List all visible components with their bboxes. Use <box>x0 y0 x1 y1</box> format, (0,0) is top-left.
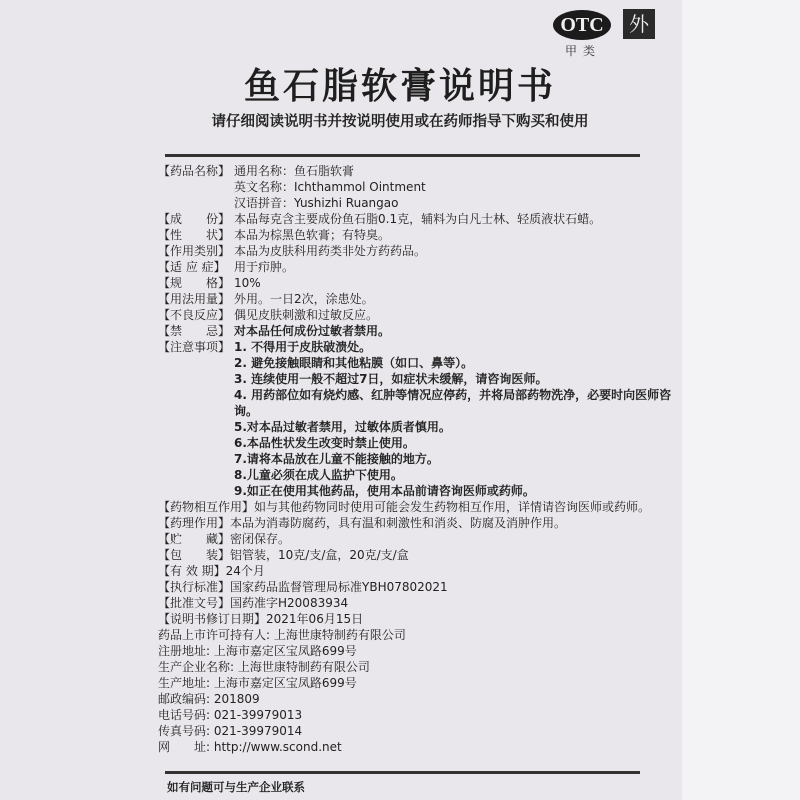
section-label: 【执行标准】 <box>158 580 231 594</box>
section-label <box>158 195 234 211</box>
section-row <box>158 515 678 531</box>
precaution-item: 5.对本品过敏者禁用，过敏体质者慎用。 <box>234 420 451 434</box>
section-label: 【药理作用】 <box>158 516 231 530</box>
section-row <box>158 323 678 339</box>
section-value: 本品为消毒防腐药，具有温和刺激性和消炎、防腐及消肿作用。 <box>230 516 567 530</box>
section-row <box>158 243 678 259</box>
section-row <box>158 211 678 227</box>
precaution-item: 3. 连续使用一般不超过7日，如症状未缓解，请咨询医师。 <box>234 372 548 386</box>
section-label: 【有 效 期】 <box>158 564 226 578</box>
section-row <box>158 259 678 275</box>
otc-badge: OTC <box>553 10 611 40</box>
section-value: 铝管装，10克/支/盒，20克/支/盒 <box>230 548 409 562</box>
company-info-line: 邮政编码: 201809 <box>158 692 260 706</box>
otc-class-label: 甲类 <box>565 44 602 58</box>
section-value: 本品为棕黑色软膏；有特臭。 <box>234 228 391 242</box>
leaflet-body <box>158 163 678 755</box>
section-value: 密闭保存。 <box>230 532 291 546</box>
company-info-line: 药品上市许可持有人: 上海世康特制药有限公司 <box>158 628 406 642</box>
section-row <box>158 179 678 195</box>
section-label: 【批准文号】 <box>158 596 231 610</box>
company-info-line: 生产企业名称: 上海世康特制药有限公司 <box>158 660 370 674</box>
top-divider <box>165 154 640 157</box>
section-label: 【药物相互作用】 <box>158 500 255 514</box>
external-use-badge: 外 <box>623 9 655 39</box>
section-value: 10% <box>234 276 261 290</box>
section-value: 24个月 <box>225 564 265 578</box>
section-row <box>158 499 678 515</box>
section-label: 【作用类别】 <box>158 244 231 258</box>
section-row <box>158 611 678 627</box>
section-label: 【适 应 症】 <box>158 260 226 274</box>
section-value: 对本品任何成份过敏者禁用。 <box>234 324 391 338</box>
section-row <box>158 195 678 211</box>
company-info-line: 电话号码: 021-39979013 <box>158 708 303 722</box>
precaution-item: 7.请将本品放在儿童不能接触的地方。 <box>234 452 439 466</box>
section-value: 偶见皮肤刺激和过敏反应。 <box>234 308 379 322</box>
section-row <box>158 291 678 307</box>
section-row <box>158 275 678 291</box>
precaution-item: 6.本品性状发生改变时禁止使用。 <box>234 436 415 450</box>
section-label: 【用法用量】 <box>158 292 231 306</box>
section-row <box>158 595 678 611</box>
section-row <box>158 547 678 563</box>
section-value: 如与其他药物同时使用可能会发生药物相互作用，详情请咨询医师或药师。 <box>254 500 651 514</box>
document-subtitle: 请仔细阅读说明书并按说明使用或在药师指导下购买和使用 <box>211 114 589 130</box>
document-title: 鱼石脂软膏说明书 <box>243 66 556 107</box>
section-row <box>158 307 678 323</box>
section-value: 2021年06月15日 <box>266 612 364 626</box>
section-value: 通用名称：鱼石脂软膏 <box>234 164 355 178</box>
company-info-line: 传真号码: 021-39979014 <box>158 724 303 738</box>
section-label: 【包 装】 <box>158 548 231 562</box>
footer-note: 如有问题可与生产企业联系 <box>167 780 305 794</box>
section-label: 【规 格】 <box>158 276 231 290</box>
section-value: 国家药品监督管理局标准YBH07802021 <box>230 580 448 594</box>
precaution-item: 2. 避免接触眼睛和其他粘膜（如口、鼻等）。 <box>234 356 474 370</box>
section-label: 【性 状】 <box>158 228 231 242</box>
section-label: 【禁 忌】 <box>158 324 231 338</box>
company-info-line: 生产地址: 上海市嘉定区宝凤路699号 <box>158 676 357 690</box>
section-label: 【说明书修订日期】 <box>158 612 267 626</box>
precaution-item: 4. 用药部位如有烧灼感、红肿等情况应停药，并将局部药物洗净，必要时向医师咨询。 <box>234 388 672 418</box>
section-row <box>158 563 678 579</box>
precaution-item: 1. 不得用于皮肤破溃处。 <box>234 340 372 354</box>
section-value: 汉语拼音：Yushizhi Ruangao <box>234 196 399 210</box>
section-label: 【不良反应】 <box>158 308 231 322</box>
section-value: 本品为皮肤科用药类非处方药药品。 <box>234 244 427 258</box>
section-value: 英文名称：Ichthammol Ointment <box>234 180 426 194</box>
section-row <box>158 579 678 595</box>
section-label: 【药品名称】 <box>158 164 231 178</box>
precaution-item: 9.如正在使用其他药品，使用本品前请咨询医师或药师。 <box>234 484 535 498</box>
section-row <box>158 163 678 179</box>
section-value: 本品每克含主要成份鱼石脂0.1克，辅料为白凡士林、轻质液状石蜡。 <box>234 212 602 226</box>
section-label <box>158 179 234 195</box>
precautions-row <box>158 339 678 355</box>
section-label: 【注意事项】 <box>158 340 231 354</box>
section-label: 【成 份】 <box>158 212 231 226</box>
company-info-line: 注册地址: 上海市嘉定区宝凤路699号 <box>158 644 357 658</box>
section-value: 国药准字H20083934 <box>230 596 349 610</box>
section-row <box>158 227 678 243</box>
section-value: 用于疖肿。 <box>234 260 295 274</box>
section-label: 【贮 藏】 <box>158 532 231 546</box>
bottom-divider <box>165 771 640 774</box>
precaution-item: 8.儿童必须在成人监护下使用。 <box>234 468 403 482</box>
company-info-line: 网 址: http://www.scond.net <box>158 740 342 754</box>
section-row <box>158 531 678 547</box>
section-value: 外用。一日2次，涂患处。 <box>234 292 374 306</box>
